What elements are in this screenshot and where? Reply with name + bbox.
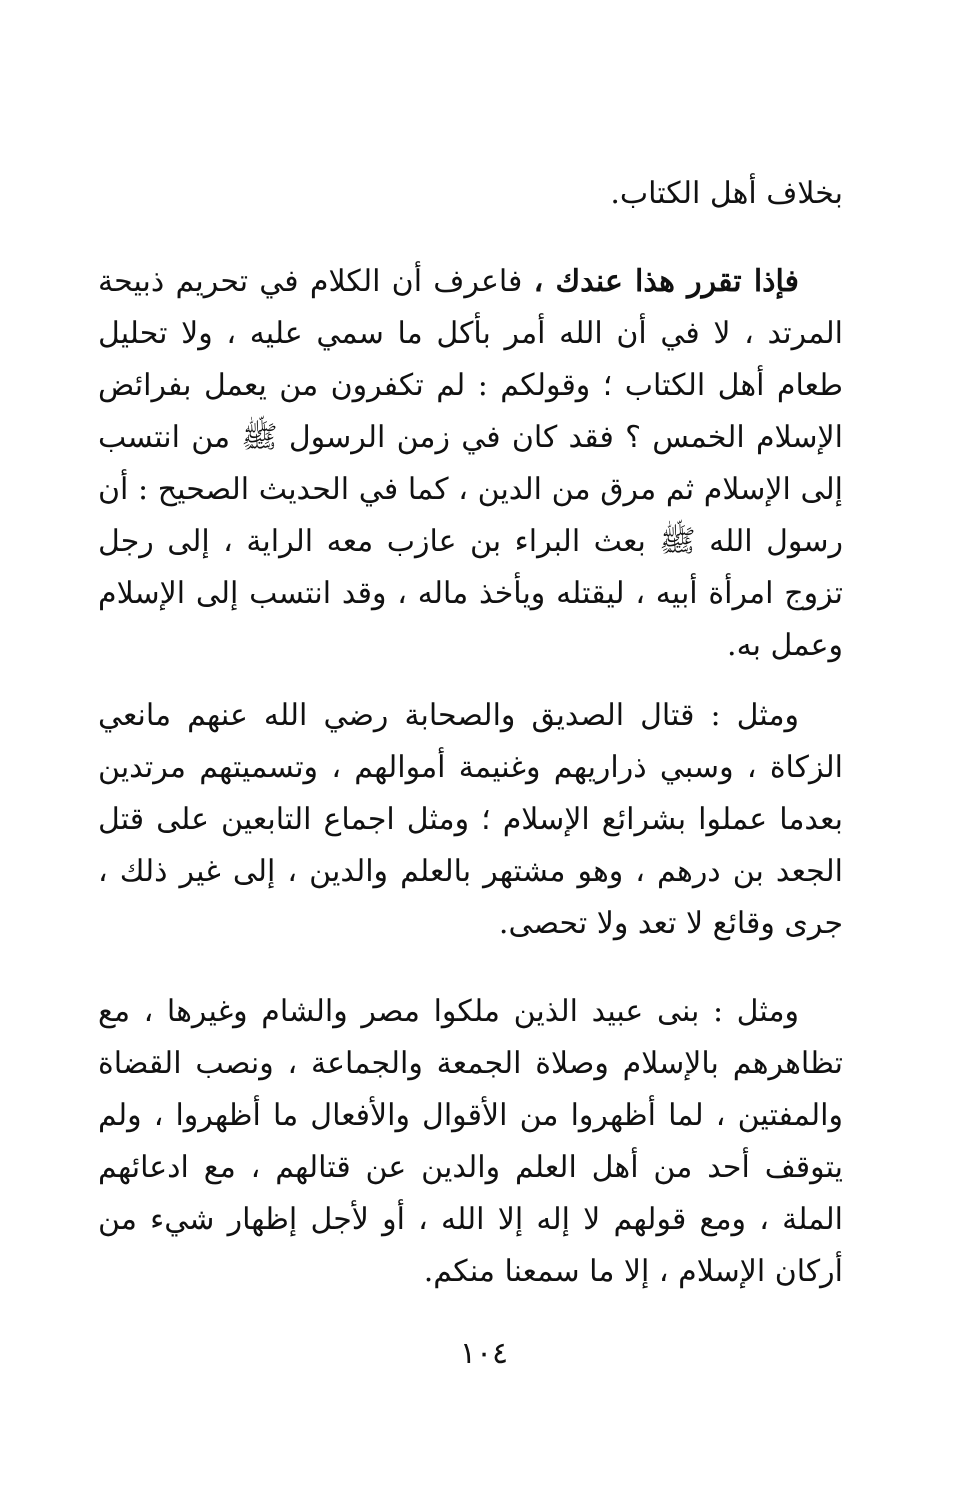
paragraph-text: فاعرف أن الكلام في تحريم ذبيحة المرتد ، لا في أن الله أمر بأكل ما سمي عليه ، ولا تحليل طعام أهل الكتاب ؛ وقولكم : لم تكفرون من يعمل بفرائض الإسلام الخمس ؟ فقد كان في زمن الرسول ﷺ من انتسب إلى الإسلام ثم مرق من الدين ، كما في الحديث الصحيح : أن رسول الله ﷺ بعث البراء بن عازب معه الراية ، إلى رجل تزوج امرأة أبيه ، ليقتله ويأخذ ماله ، وقد انتسب إلى الإسلام وعمل به. [98,264,843,663]
paragraph-text: ومثل : قتال الصديق والصحابة رضي الله عنهم مانعي الزكاة ، وسبي ذراريهم وغنيمة أموالهم ، وتسميتهم مرتدين بعدما عملوا بشرائع الإسلام ؛ ومثل اجماع التابعين على قتل الجعد بن درهم ، وهو مشتهر بالعلم والدين ، إلى غير ذلك ، جرى وقائع لا تعد ولا تحصى. [98,698,843,941]
paragraph-bani-ubayd-example [98,986,843,1298]
paragraph-siddiq-example [98,690,843,950]
paragraph-text: بخلاف أهل الكتاب. [610,176,843,211]
paragraph-continuation [98,168,843,220]
page-number: ١٠٤ [459,1336,509,1371]
paragraph-murtad-slaughter [98,256,843,672]
paragraph-text: ومثل : بنى عبيد الذين ملكوا مصر والشام وغيرها ، مع تظاهرهم بالإسلام وصلاة الجمعة والجماعة ، ونصب القضاة والمفتين ، لما أظهروا من الأقوال والأفعال ما أظهروا ، ولم يتوقف أحد من أهل العلم والدين عن قتالهم ، مع ادعائهم الملة ، ومع قولهم لا إله إلا الله ، أو لأجل إظهار شيء من أركان الإسلام ، إلا ما سمعنا منكم. [98,994,843,1289]
paragraph-lead-bold: فإذا تقرر هذا عندك ، [533,264,799,299]
